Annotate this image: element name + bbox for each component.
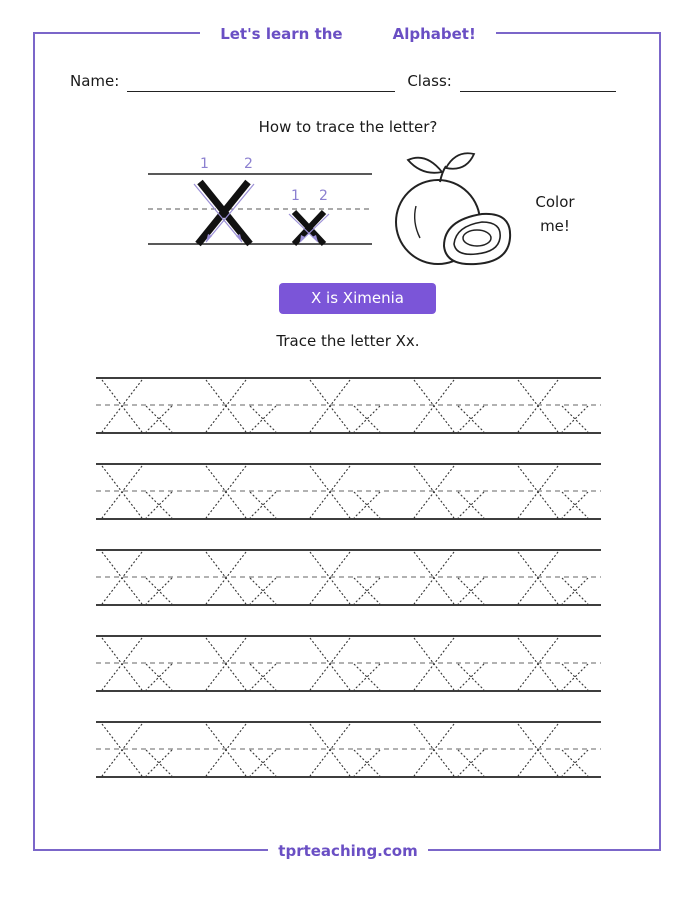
trace-uppercase-x bbox=[414, 638, 454, 690]
stroke-order-demo bbox=[148, 150, 378, 250]
footer-site: tprteaching.com bbox=[268, 838, 427, 864]
trace-uppercase-x bbox=[310, 638, 350, 690]
tracing-practice-area bbox=[96, 370, 604, 795]
trace-lowercase-x bbox=[562, 492, 588, 518]
lower-stroke-2: 2 bbox=[319, 188, 328, 204]
trace-lowercase-x bbox=[146, 750, 172, 776]
color-me-line-2: me! bbox=[540, 217, 570, 235]
trace-lowercase-x bbox=[146, 406, 172, 432]
trace-lowercase-x bbox=[562, 750, 588, 776]
trace-uppercase-x bbox=[102, 724, 142, 776]
trace-lowercase-x bbox=[354, 750, 380, 776]
lower-stroke-1: 1 bbox=[291, 188, 300, 204]
trace-row bbox=[96, 550, 601, 605]
trace-lowercase-x bbox=[250, 406, 276, 432]
trace-uppercase-x bbox=[518, 466, 558, 518]
trace-uppercase-x bbox=[518, 724, 558, 776]
trace-lowercase-x bbox=[146, 492, 172, 518]
color-me-line-1: Color bbox=[535, 193, 575, 211]
trace-uppercase-x bbox=[518, 638, 558, 690]
trace-lowercase-x bbox=[250, 578, 276, 604]
trace-row bbox=[96, 722, 601, 777]
trace-uppercase-x bbox=[414, 552, 454, 604]
trace-uppercase-x bbox=[518, 380, 558, 432]
letter-word-badge: X is Ximenia bbox=[279, 283, 436, 314]
trace-uppercase-x bbox=[414, 466, 454, 518]
upper-stroke-2: 2 bbox=[244, 156, 253, 172]
trace-lowercase-x bbox=[250, 750, 276, 776]
trace-lowercase-x bbox=[354, 578, 380, 604]
trace-lowercase-x bbox=[458, 750, 484, 776]
trace-row bbox=[96, 378, 601, 433]
name-field[interactable] bbox=[127, 75, 395, 92]
demo-lowercase-x bbox=[289, 212, 329, 244]
class-label: Class: bbox=[407, 72, 452, 90]
trace-uppercase-x bbox=[102, 466, 142, 518]
trace-lowercase-x bbox=[354, 492, 380, 518]
name-label: Name: bbox=[70, 72, 120, 90]
class-field[interactable] bbox=[460, 75, 616, 92]
trace-row bbox=[96, 464, 601, 519]
trace-uppercase-x bbox=[414, 724, 454, 776]
trace-lowercase-x bbox=[458, 664, 484, 690]
trace-uppercase-x bbox=[102, 552, 142, 604]
header-title-part-1: Let's learn the bbox=[210, 22, 352, 46]
demo-uppercase-x bbox=[194, 182, 254, 244]
trace-uppercase-x bbox=[310, 466, 350, 518]
trace-lowercase-x bbox=[146, 578, 172, 604]
trace-lowercase-x bbox=[562, 578, 588, 604]
trace-uppercase-x bbox=[206, 552, 246, 604]
trace-uppercase-x bbox=[518, 552, 558, 604]
trace-uppercase-x bbox=[310, 724, 350, 776]
student-info-row bbox=[70, 70, 630, 92]
trace-uppercase-x bbox=[310, 552, 350, 604]
trace-uppercase-x bbox=[206, 724, 246, 776]
trace-uppercase-x bbox=[310, 380, 350, 432]
trace-uppercase-x bbox=[414, 380, 454, 432]
trace-uppercase-x bbox=[102, 638, 142, 690]
trace-instruction: Trace the letter Xx. bbox=[276, 332, 420, 350]
trace-uppercase-x bbox=[206, 466, 246, 518]
ximenia-fruit-coloring-icon bbox=[390, 150, 520, 270]
color-me-label bbox=[520, 190, 590, 238]
trace-lowercase-x bbox=[146, 664, 172, 690]
worksheet-footer bbox=[0, 838, 696, 864]
trace-lowercase-x bbox=[250, 492, 276, 518]
trace-lowercase-x bbox=[250, 664, 276, 690]
header-title-part-2: Alphabet! bbox=[383, 22, 486, 46]
upper-stroke-1: 1 bbox=[200, 156, 209, 172]
trace-uppercase-x bbox=[206, 638, 246, 690]
trace-lowercase-x bbox=[458, 492, 484, 518]
how-to-trace-heading: How to trace the letter? bbox=[258, 118, 438, 136]
trace-lowercase-x bbox=[458, 406, 484, 432]
trace-lowercase-x bbox=[562, 406, 588, 432]
trace-lowercase-x bbox=[562, 664, 588, 690]
trace-row bbox=[96, 636, 601, 691]
trace-lowercase-x bbox=[458, 578, 484, 604]
trace-uppercase-x bbox=[102, 380, 142, 432]
worksheet-header bbox=[0, 22, 696, 46]
trace-lowercase-x bbox=[354, 406, 380, 432]
header-title bbox=[200, 22, 496, 46]
trace-uppercase-x bbox=[206, 380, 246, 432]
trace-lowercase-x bbox=[354, 664, 380, 690]
leaf-icon bbox=[355, 22, 382, 31]
